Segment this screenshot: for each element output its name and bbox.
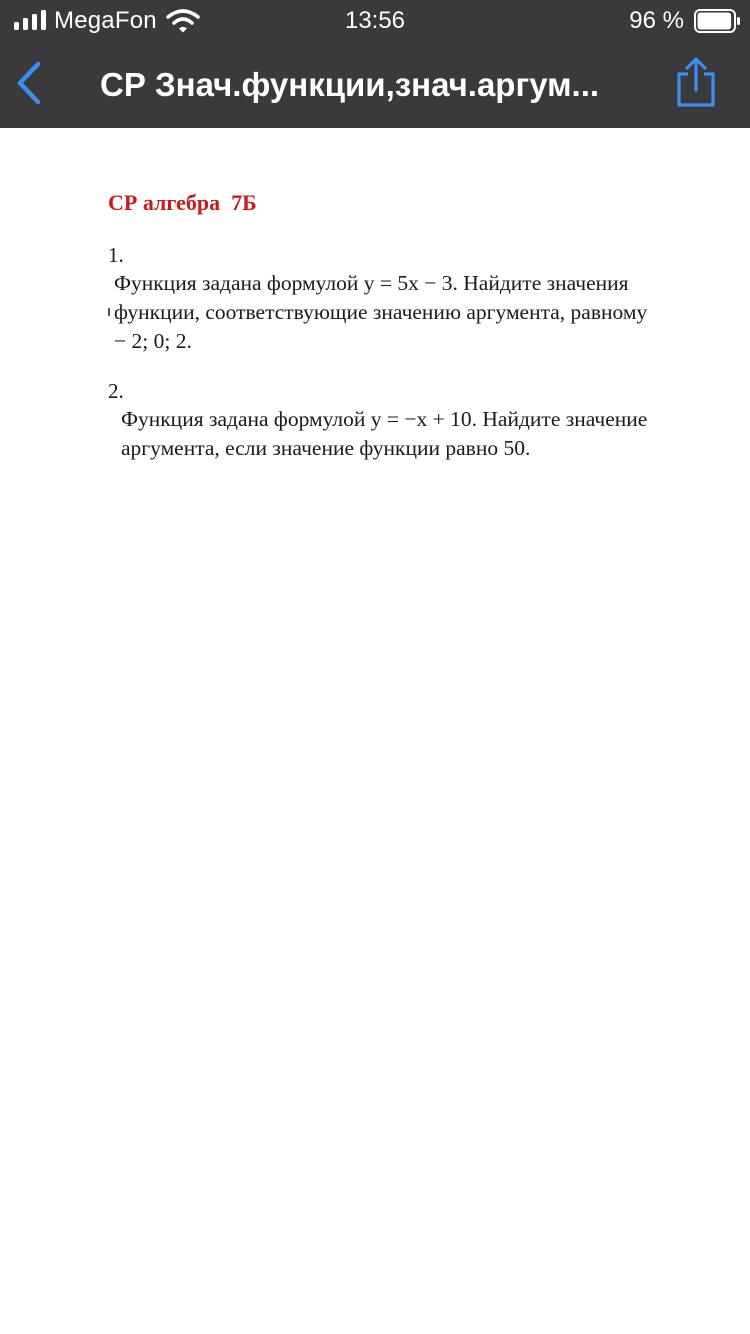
document-page: [0, 128, 750, 1334]
battery-fill: [698, 13, 732, 30]
stray-mark: [108, 308, 110, 316]
document-title: СР Знач.функции,знач.аргум...: [100, 66, 600, 103]
document-heading: СР алгебра 7Б: [108, 190, 257, 215]
task-line: − 2; 0; 2.: [114, 329, 192, 353]
carrier-name: MegaFon: [54, 7, 157, 34]
battery-percent: 96 %: [629, 7, 684, 34]
back-chevron-icon[interactable]: [14, 60, 46, 106]
task-line: аргумента, если значение функции равно 50.: [121, 436, 531, 460]
task-number: 1.: [108, 243, 124, 267]
task-line: Функция задана формулой y = 5x − 3. Найдите значения: [114, 271, 629, 295]
battery-icon: [694, 9, 742, 33]
status-time: 13:56: [344, 7, 406, 34]
top-bar: [0, 0, 750, 128]
task-line: Функция задана формулой y = −x + 10. Найдите значение: [121, 407, 648, 431]
task-number: 2.: [108, 379, 124, 403]
task-text: [121, 405, 647, 463]
share-icon[interactable]: [674, 56, 718, 108]
task-line: функции, соответствующие значению аргумента, равному: [114, 300, 648, 324]
task-text: [114, 269, 647, 356]
status-bar: [0, 0, 750, 42]
